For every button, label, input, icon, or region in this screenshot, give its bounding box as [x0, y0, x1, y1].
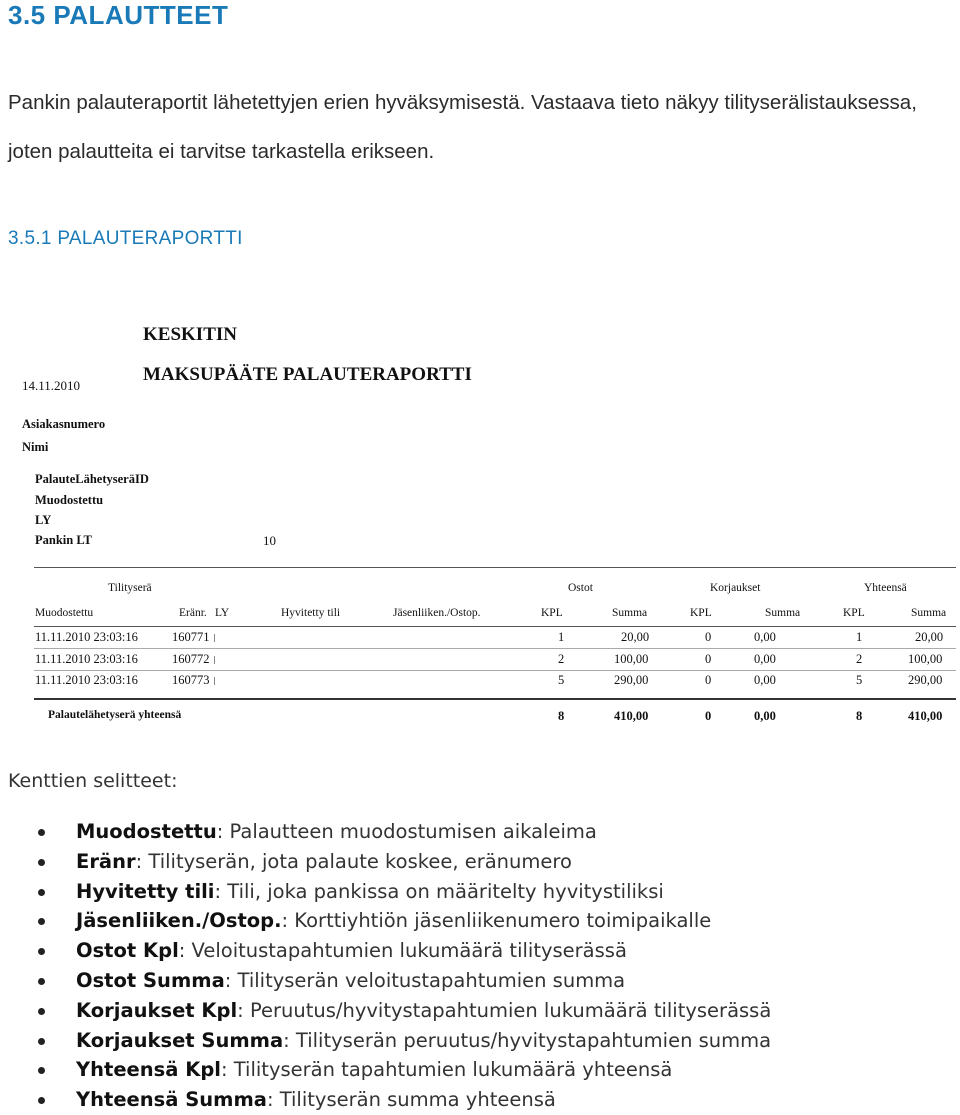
- legend-title: Kenttien selitteet:: [8, 770, 178, 792]
- bullet-icon: [38, 918, 45, 925]
- row-divider: [34, 648, 956, 649]
- definition-term: Ostot Summa: [76, 968, 225, 992]
- col-header: Summa: [612, 607, 648, 619]
- cell-created: 11.11.2010 23:03:16: [35, 673, 138, 687]
- definition-term: Muodostettu: [76, 820, 217, 843]
- bullet-icon: [38, 1097, 45, 1104]
- definition-term: Yhteensä Summa: [76, 1088, 267, 1112]
- bank-lt-value: 10: [263, 533, 276, 548]
- col-header: KPL: [541, 607, 563, 619]
- definition-desc: : Tilityserän summa yhteensä: [266, 1088, 556, 1112]
- cell-ostot-summa: 20,00: [621, 630, 650, 644]
- customer-number-label: Asiakasnumero: [22, 417, 106, 431]
- total-yht-summa: 410,00: [908, 709, 943, 723]
- definition-term: Korjaukset Summa: [76, 1028, 284, 1052]
- row-divider: [34, 670, 956, 671]
- definition-desc: : Veloitustapahtumien lukumäärä tilityserässä: [178, 939, 627, 963]
- field-definitions-list: [0, 817, 771, 1115]
- bullet-icon: [38, 1067, 45, 1074]
- bullet-icon: [38, 859, 45, 866]
- group-header-tilitysera: Tilityserä: [108, 582, 152, 594]
- cell-created: 11.11.2010 23:03:16: [35, 652, 138, 666]
- header-divider: [34, 626, 956, 627]
- total-ostot-summa: 410,00: [614, 709, 649, 723]
- ly-label: LY: [35, 513, 52, 527]
- col-header: Muodostettu: [35, 607, 94, 619]
- intro-paragraph: Pankin palauteraportit lähetettyjen erien hyväksymisestä. Vastaava tieto näkyy tilityserälistauksessa, joten palautteita ei tarvitse tarkastella erikseen.: [8, 91, 917, 163]
- cell-tick: [214, 656, 215, 664]
- list-item: [0, 817, 771, 847]
- col-header: LY: [215, 607, 230, 619]
- definition-desc: : Tilityserän peruutus/hyvitystapahtumien summa: [283, 1028, 772, 1052]
- definition-desc: : Peruutus/hyvitystapahtumien lukumäärä tilityserässä: [237, 998, 772, 1022]
- list-item: [0, 847, 771, 877]
- report-date: 14.11.2010: [22, 378, 81, 393]
- cell-created: 11.11.2010 23:03:16: [35, 630, 138, 644]
- list-item: [0, 1055, 771, 1085]
- cell-tick: [214, 634, 215, 642]
- cell-yht-kpl: 5: [856, 673, 863, 687]
- feedback-report: [0, 300, 960, 740]
- list-item: [0, 1026, 771, 1056]
- col-header: Summa: [911, 607, 947, 619]
- bank-lt-label: Pankin LT: [35, 533, 92, 547]
- total-korj-summa: 0,00: [754, 709, 776, 723]
- list-item: [0, 877, 771, 907]
- cell-yht-summa: 290,00: [908, 673, 943, 687]
- definition-term: Ostot Kpl: [76, 939, 179, 963]
- bullet-icon: [38, 1008, 45, 1015]
- definition-term: Yhteensä Kpl: [76, 1058, 221, 1082]
- bullet-icon: [38, 889, 45, 896]
- cell-batch-number: 160772: [172, 652, 210, 666]
- list-item: [0, 996, 771, 1026]
- total-label: Palautelähetyserä yhteensä: [48, 709, 182, 721]
- col-header: KPL: [843, 607, 865, 619]
- list-item: [0, 936, 771, 966]
- cell-korj-summa: 0,00: [754, 673, 776, 687]
- col-header: Summa: [765, 607, 801, 619]
- total-divider: [34, 698, 956, 700]
- cell-batch-number: 160771: [172, 630, 210, 644]
- group-header-korjaukset: Korjaukset: [710, 582, 761, 594]
- definition-desc: : Tilityserän veloitustapahtumien summa: [224, 968, 626, 992]
- bullet-icon: [38, 1038, 45, 1045]
- cell-korj-summa: 0,00: [754, 630, 776, 644]
- cell-ostot-summa: 290,00: [614, 673, 649, 687]
- group-header-ostot: Ostot: [568, 582, 593, 594]
- definition-desc: : Palautteen muodostumisen aikaleima: [216, 820, 597, 843]
- bullet-icon: [38, 829, 45, 836]
- cell-yht-summa: 20,00: [915, 630, 944, 644]
- cell-yht-summa: 100,00: [908, 652, 943, 666]
- report-title-main: MAKSUPÄÄTE PALAUTERAPORTTI: [143, 364, 472, 385]
- definition-term: Korjaukset Kpl: [76, 998, 238, 1022]
- group-header-yhteensa: Yhteensä: [864, 582, 907, 594]
- section-heading: 3.5 PALAUTTEET: [8, 0, 229, 30]
- total-ostot-kpl: 8: [558, 709, 565, 723]
- cell-yht-kpl: 1: [856, 630, 863, 644]
- definition-desc: : Tilityserän tapahtumien lukumäärä yhteensä: [220, 1058, 673, 1082]
- col-header: Hyvitetty tili: [281, 607, 341, 619]
- definition-term: Eränr: [76, 849, 136, 873]
- list-item: [0, 966, 771, 996]
- definition-term: Hyvitetty tili: [76, 879, 215, 903]
- total-yht-kpl: 8: [856, 709, 863, 723]
- cell-tick: [214, 677, 215, 685]
- bullet-icon: [38, 948, 45, 955]
- cell-korj-kpl: 0: [705, 652, 712, 666]
- cell-ostot-kpl: 5: [558, 673, 565, 687]
- cell-korj-kpl: 0: [705, 630, 712, 644]
- report-title-keskitin: KESKITIN: [143, 324, 237, 345]
- definition-desc: : Korttiyhtiön jäsenliikenumero toimipaikalle: [281, 909, 712, 933]
- cell-yht-kpl: 2: [856, 652, 863, 666]
- feedback-batch-id-label: PalauteLähetyseräID: [35, 472, 149, 486]
- cell-batch-number: 160773: [172, 673, 210, 687]
- name-label: Nimi: [22, 440, 49, 454]
- cell-korj-summa: 0,00: [754, 652, 776, 666]
- cell-ostot-summa: 100,00: [614, 652, 649, 666]
- definition-desc: : Tili, joka pankissa on määritelty hyvitystiliksi: [214, 879, 664, 903]
- bullet-icon: [38, 978, 45, 985]
- cell-ostot-kpl: 1: [558, 630, 565, 644]
- definition-desc: : Tilityserän, jota palaute koskee, eränumero: [135, 849, 572, 873]
- list-item: [0, 906, 771, 936]
- total-korj-kpl: 0: [705, 709, 712, 723]
- subsection-heading: 3.5.1 PALAUTERAPORTTI: [8, 228, 243, 249]
- list-item: [0, 1085, 771, 1115]
- cell-ostot-kpl: 2: [558, 652, 565, 666]
- report-divider: [34, 567, 956, 568]
- definition-term: Jäsenliiken./Ostop.: [76, 909, 282, 933]
- col-header: KPL: [690, 607, 712, 619]
- created-label: Muodostettu: [35, 493, 104, 507]
- cell-korj-kpl: 0: [705, 673, 712, 687]
- col-header: Eränr.: [179, 607, 207, 619]
- col-header: Jäsenliiken./Ostop.: [393, 607, 481, 619]
